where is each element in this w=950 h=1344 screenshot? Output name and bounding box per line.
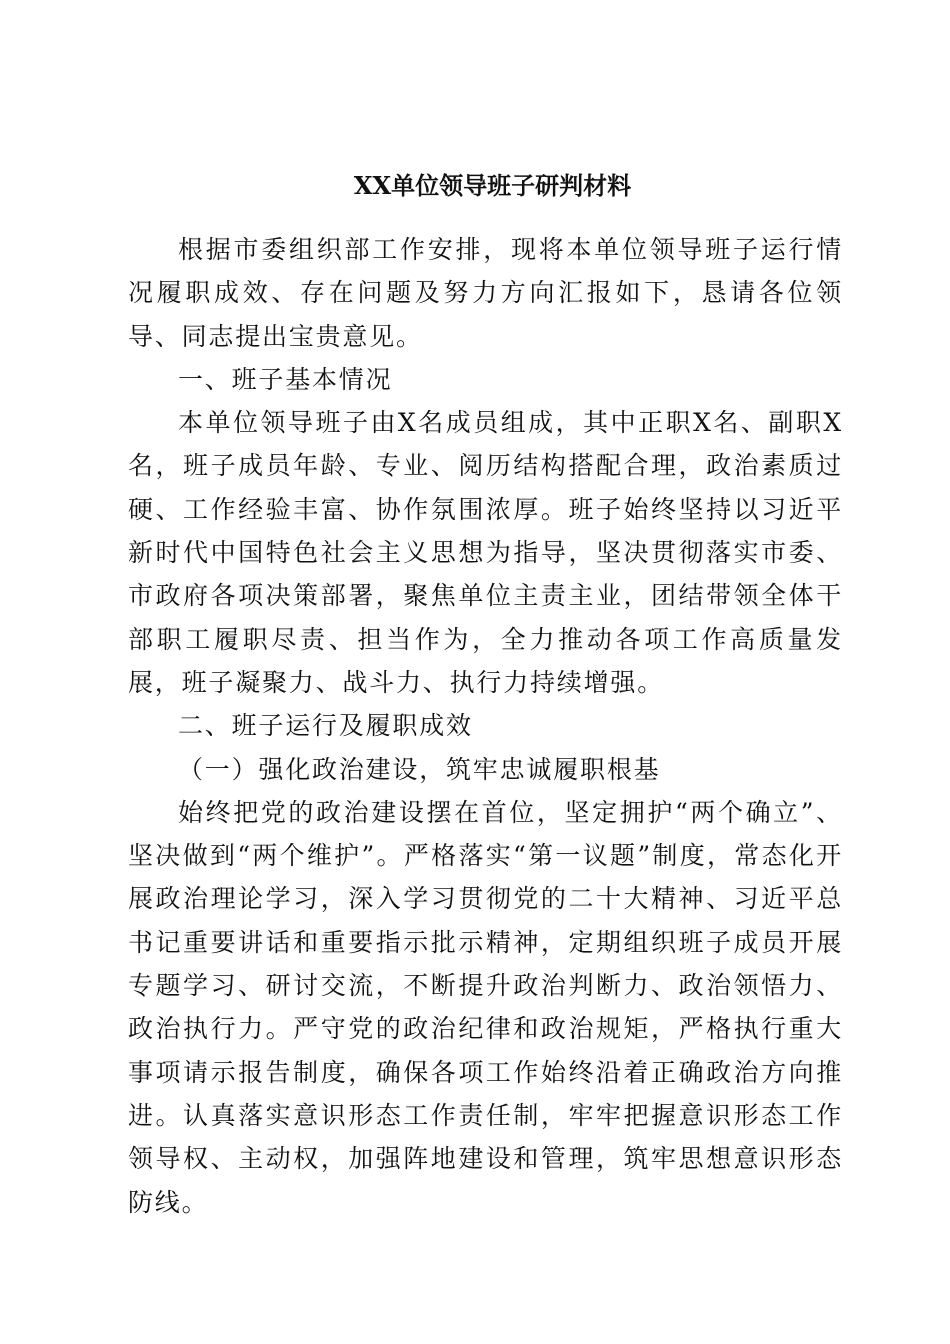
intro-paragraph: 根据市委组织部工作安排，现将本单位领导班子运行情况履职成效、存在问题及努力方向汇报如下，恳请各位领导、同志提出宝贵意见。: [128, 235, 843, 351]
section1-heading: 一、班子基本情况: [178, 364, 393, 394]
subsection1-paragraph: 始终把党的政治建设摆在首位，坚定拥护“两个确立”、坚决做到“两个维护”。严格落实“第一议题”制度，常态化开展政治理论学习，深入学习贯彻党的二十大精神、习近平总书记重要讲话和重要指示批示精神，定期组织班子成员开展专题学习、研讨交流，不断提升政治判断力、政治领悟力、政治执行力。严守党的政治纪律和政治规矩，严格执行重大事项请示报告制度，确保各项工作始终沿着正确政治方向推进。认真落实意识形态工作责任制，牢牢把握意识形态工作领导权、主动权，加强阵地建设和管理，筑牢思想意识形态防线。: [128, 797, 843, 1217]
document-title: XX单位领导班子研判材料: [353, 171, 632, 200]
subsection1-heading: （一）强化政治建设，筑牢忠诚履职根基: [178, 754, 661, 784]
document-body: [128, 168, 843, 1224]
section2-heading: 二、班子运行及履职成效: [178, 711, 473, 741]
section1-paragraph: 本单位领导班子由X名成员组成，其中正职X名、副职X名，班子成员年龄、专业、阅历结构搭配合理，政治素质过硬、工作经验丰富、协作氛围浓厚。班子始终坚持以习近平新时代中国特色社会主义思想为指导，坚决贯彻落实市委、市政府各项决策部署，聚焦单位主责主业，团结带领全体干部职工履职尽责、担当作为，全力推动各项工作高质量发展，班子凝聚力、战斗力、执行力持续增强。: [128, 408, 843, 697]
